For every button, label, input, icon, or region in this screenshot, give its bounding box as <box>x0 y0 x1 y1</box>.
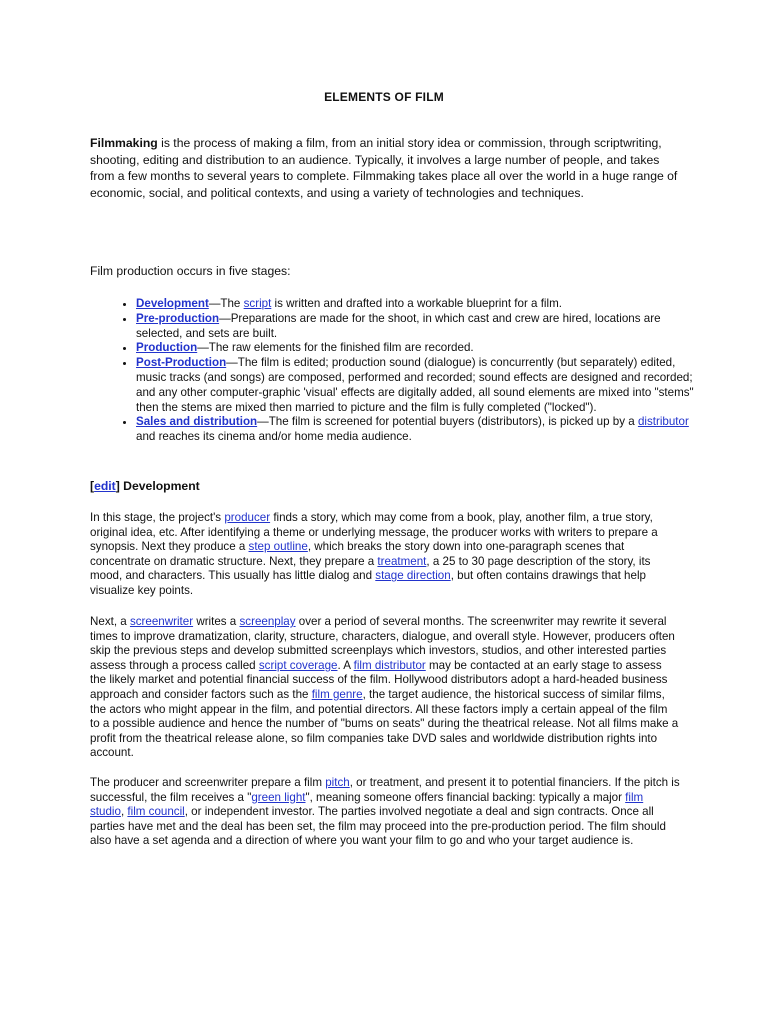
script-link[interactable]: script <box>243 297 272 310</box>
stage-sales-distribution <box>136 415 708 445</box>
pre-production-link[interactable]: Pre-production <box>136 311 220 325</box>
stage-text: and reaches its cinema and/or home media audience. <box>136 430 412 444</box>
distributor-link[interactable]: distributor <box>637 415 689 429</box>
development-paragraph-2 <box>90 615 680 761</box>
screenplay-link[interactable]: screenplay <box>239 615 296 628</box>
pitch-link[interactable]: pitch <box>325 776 350 789</box>
bracket-close: ] <box>115 479 120 493</box>
film-council-link[interactable]: film council <box>127 805 185 819</box>
edit-link[interactable]: edit <box>94 479 116 493</box>
development-paragraph-1 <box>90 511 680 599</box>
intro-paragraph <box>90 135 680 201</box>
producer-link[interactable]: producer <box>224 511 271 524</box>
stage-text: —The <box>208 297 244 310</box>
film-studio-link[interactable]: film studio <box>90 790 644 819</box>
paragraph-text: , the target audience, the historical success of similar films, the actors who might appear in the film, and potential directors. All these factors imply a certain appeal of the film to a possible audience and hence the number of "bums on seats" during the theatrical release. Not all films make a profit from the theatrical release alone, so film companies take DVD sales and worldwide distribution rights into account. <box>90 687 679 760</box>
document-title: ELEMENTS OF FILM <box>324 90 444 104</box>
paragraph-text: , but often contains drawings that help visualize key points. <box>90 569 646 597</box>
paragraph-text: over a period of several months. The screenwriter may rewrite it several times to improve dramatization, clarity, structure, characters, dialogue, and overall style. However, producers often skip the previous steps and develop submitted screenplays which investors, studios, and other interested parties assess through a process called <box>90 615 675 672</box>
paragraph-text: , <box>120 805 128 819</box>
screenwriter-link[interactable]: screenwriter <box>129 615 194 628</box>
stage-production <box>136 341 708 356</box>
film-genre-link[interactable]: film genre <box>311 687 363 701</box>
stage-text: —Preparations are made for the shoot, in which cast and crew are hired, locations are selected, and sets are built. <box>136 311 661 340</box>
section-heading-development <box>90 479 680 493</box>
section-heading-text: Development <box>119 479 200 493</box>
paragraph-text: In this stage, the project's <box>90 511 225 524</box>
paragraph-text: finds a story, which may come from a book, play, another film, a true story, original idea, etc. After identifying a theme or underlying message, the producer works with writers to prepare a synopsis. Next they produce a <box>90 511 658 554</box>
post-production-link[interactable]: Post-Production <box>136 356 227 370</box>
step-outline-link[interactable]: step outline <box>248 540 308 554</box>
production-link[interactable]: Production <box>136 341 198 355</box>
paragraph-text: . A <box>337 658 354 672</box>
paragraph-text: Next, a <box>90 615 130 628</box>
paragraph-text: writes a <box>193 615 240 628</box>
stage-post-production <box>136 356 708 415</box>
paragraph-text: may be contacted at an early stage to assess the likely market and potential financial success of the film. Hollywood distributors adopt a hard-headed business approach and consider factors such as the <box>90 658 668 701</box>
stages-list <box>108 297 708 445</box>
intro-term: Filmmaking <box>90 136 158 150</box>
development-paragraph-3 <box>90 776 680 849</box>
paragraph-text: ", meaning someone offers financial backing: typically a major <box>305 790 626 804</box>
stage-text: —The film is edited; production sound (dialogue) is concurrently (but separately) edited, music tracks (and songs) are composed, performed and recorded; sound effects are designed and recorded; and any other computer-graphic 'visual' effects are digitally added, all sound elements are mixed into "stems" then the stems are mixed then married to picture and the film is fully completed ("locked"). <box>136 356 694 414</box>
intro-text: is the process of making a film, from an initial story idea or commission, through scriptwriting, shooting, editing and distribution to an audience. Typically, it involves a large number of people, and takes from a few months to several years to complete. Filmmaking takes place all over the world in a huge range of economic, social, and political contexts, and using a variety of technologies and techniques. <box>90 136 678 200</box>
development-link[interactable]: Development <box>136 297 209 310</box>
paragraph-text: , or treatment, and present it to potential financiers. If the pitch is successful, the film receives a " <box>90 776 680 804</box>
stage-development <box>136 297 708 312</box>
film-distributor-link[interactable]: film distributor <box>353 658 426 672</box>
paragraph-text: , or independent investor. The parties involved negotiate a deal and sign contracts. Once all parties have met and the deal has been set, the film may proceed into the pre-production period. The film should also have a set agenda and a direction of where you want your film to go and who your target audience is. <box>90 805 666 848</box>
stage-direction-link[interactable]: stage direction <box>375 569 451 583</box>
stage-text: —The raw elements for the finished film are recorded. <box>197 341 474 355</box>
paragraph-text: The producer and screenwriter prepare a film <box>90 776 326 789</box>
stage-pre-production <box>136 312 708 342</box>
paragraph-text: , which breaks the story down into one-paragraph scenes that concentrate on dramatic structure. Next, they prepare a <box>90 540 625 568</box>
stage-text: —The film is screened for potential buyers (distributors), is picked up by a <box>257 415 638 429</box>
script-coverage-link[interactable]: script coverage <box>258 658 338 672</box>
bracket-open: [ <box>90 479 95 493</box>
sales-and-distribution-link[interactable]: Sales and distribution <box>136 415 258 429</box>
stages-lead: Film production occurs in five stages: <box>90 264 291 278</box>
green-light-link[interactable]: green light <box>251 790 306 804</box>
treatment-link[interactable]: treatment <box>377 554 427 568</box>
stage-text: is written and drafted into a workable blueprint for a film. <box>271 297 562 310</box>
paragraph-text: , a 25 to 30 page description of the story, its mood, and characters. This usually has little dialog and <box>90 554 651 583</box>
